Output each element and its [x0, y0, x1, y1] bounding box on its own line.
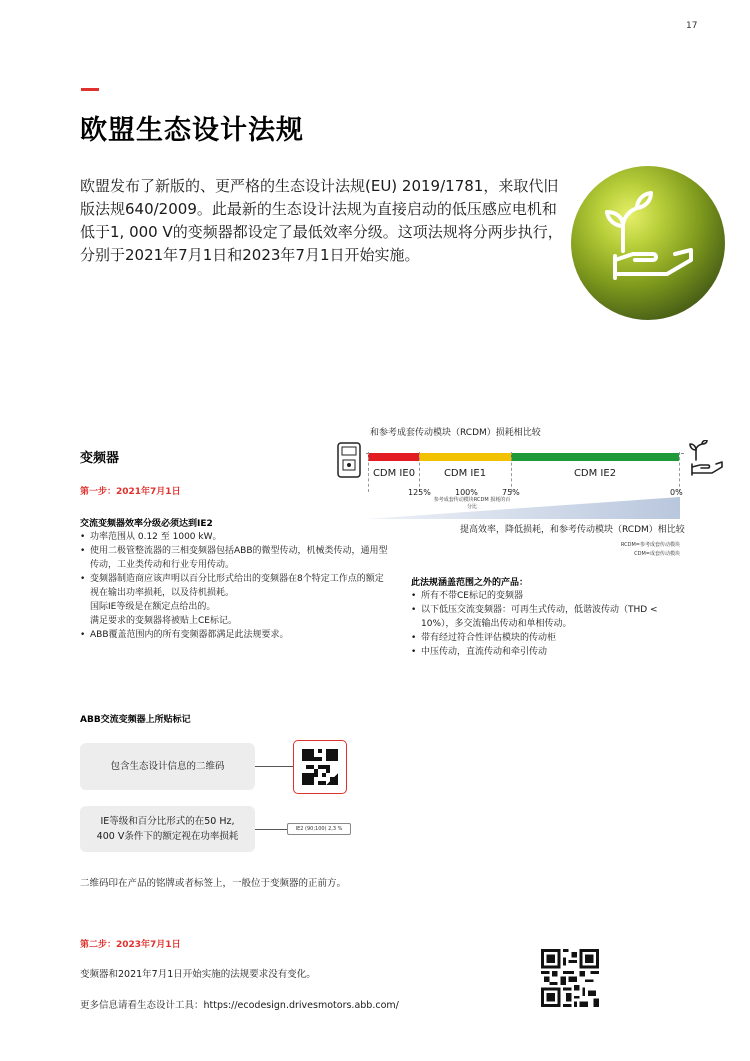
qr-code-icon [541, 949, 599, 1007]
list-item: • 功率范围从 0.12 至 1000 kW。 [80, 530, 390, 544]
ecodesign-qr-code [541, 949, 599, 1011]
qr-code-icon [302, 749, 338, 785]
qr-code-frame [293, 740, 347, 794]
scale-tick-label: 125% [408, 488, 431, 497]
scale-divider [368, 452, 369, 492]
requirements-list [80, 530, 390, 642]
chart-title: 和参考成套传动模块（RCDM）损耗相比较 [370, 428, 541, 438]
scale-divider [419, 452, 420, 492]
scale-label-ie1: CDM IE1 [443, 468, 487, 479]
drive-module-icon [337, 442, 361, 482]
qr-leader-line [255, 766, 293, 767]
ie-callout [80, 806, 255, 852]
scale-legend [570, 541, 680, 559]
hand-plant-icon [686, 440, 726, 484]
ie-rating-label: IE2 (90;100) 2,3 % [287, 823, 351, 835]
wedge-caption: 提高效率，降低损耗，和参考传动模块（RCDM）相比较 [460, 525, 685, 535]
scale-segment-ie0 [368, 453, 419, 461]
requirements-heading: 交流变频器效率分级必须达到IE2 [80, 519, 213, 529]
rcdm-note: 参考成套传动模块RCDM 损耗的百分比 [433, 497, 511, 510]
list-item: 满足要求的变频器将被贴上CE标记。 [90, 616, 237, 626]
step2-heading: 第二步：2023年7月1日 [80, 940, 181, 950]
more-info-text: 更多信息请看生态设计工具：https://ecodesign.drivesmotors.abb.com/ [80, 1000, 399, 1011]
scale-label-ie0: CDM IE0 [372, 468, 416, 479]
ie-callout-line2: 400 V条件下的额定视在功率损耗 [96, 831, 239, 842]
plant-in-hand-icon [571, 166, 725, 320]
scale-divider [511, 452, 512, 492]
list-item: • 带有经过符合性评估模块的传动柜 [411, 631, 691, 645]
legend-rcdm: RCDM=参考成套传动模块 [620, 542, 680, 548]
efficiency-wedge [366, 497, 680, 525]
eco-design-circle [571, 166, 725, 320]
scale-segment-ie2 [511, 453, 679, 461]
ie-leader-line [255, 829, 287, 830]
scale-tick-label: 75% [502, 488, 520, 497]
qr-note: 二维码印在产品的铭牌或者标签上，一般位于变频器的正前方。 [80, 878, 347, 889]
scale-label-ie2: CDM IE2 [573, 468, 617, 479]
qr-callout: 包含生态设计信息的二维码 [80, 743, 255, 790]
list-item: • 所有不带CE标记的变频器 [411, 589, 691, 603]
scale-divider [679, 452, 680, 492]
out-of-scope-heading: 此法规涵盖范围之外的产品： [411, 578, 529, 588]
list-item: • 使用二极管整流器的三相变频器包括ABB的微型传动，机械类传动，通用型传动，工业类传动和行业专用传动。 [80, 544, 390, 572]
marking-heading: ABB交流变频器上所贴标记 [80, 715, 191, 725]
page-title: 欧盟生态设计法规 [80, 115, 304, 146]
step1-heading: 第一步：2021年7月1日 [80, 487, 181, 497]
title-accent-bar [81, 88, 99, 91]
scale-tick-label: 100% [455, 488, 478, 497]
list-item: • 以下低压交流变频器：可再生式传动，低谐波传动（THD < 10%），多交流输出传动和单相传动。 [411, 603, 691, 631]
list-item: • ABB覆盖范围内的所有变频器都满足此法规要求。 [80, 628, 390, 642]
list-item: • 中压传动，直流传动和牵引传动 [411, 645, 691, 659]
out-of-scope-list [411, 589, 691, 659]
scale-tick-label: 0% [670, 488, 683, 497]
page-number: 17 [686, 21, 698, 31]
legend-cdm: CDM=成套传动模块 [634, 551, 680, 557]
list-item: • 变频器制造商应该声明以百分比形式给出的变频器在8个特定工作点的额定视在输出功率损耗，以及待机损耗。 [80, 572, 390, 600]
ie-callout-line1: IE等级和百分比形式的在50 Hz, [100, 816, 235, 827]
list-item: 国际IE等级是在额定点给出的。 [90, 602, 216, 612]
step2-text: 变频器和2021年7月1日开始实施的法规要求没有变化。 [80, 969, 316, 980]
scale-segment-ie1 [419, 453, 511, 461]
intro-paragraph: 欧盟发布了新版的、更严格的生态设计法规(EU) 2019/1781，来取代旧版法规640/2009。此最新的生态设计法规为直接启动的低压感应电机和低于1, 000 V的变频器都设定了最低效率分级。这项法规将分两步执行，分别于2021年7月1日和2023年7月1日开始实施。 [80, 177, 563, 264]
section-heading-drives: 变频器 [80, 451, 120, 466]
